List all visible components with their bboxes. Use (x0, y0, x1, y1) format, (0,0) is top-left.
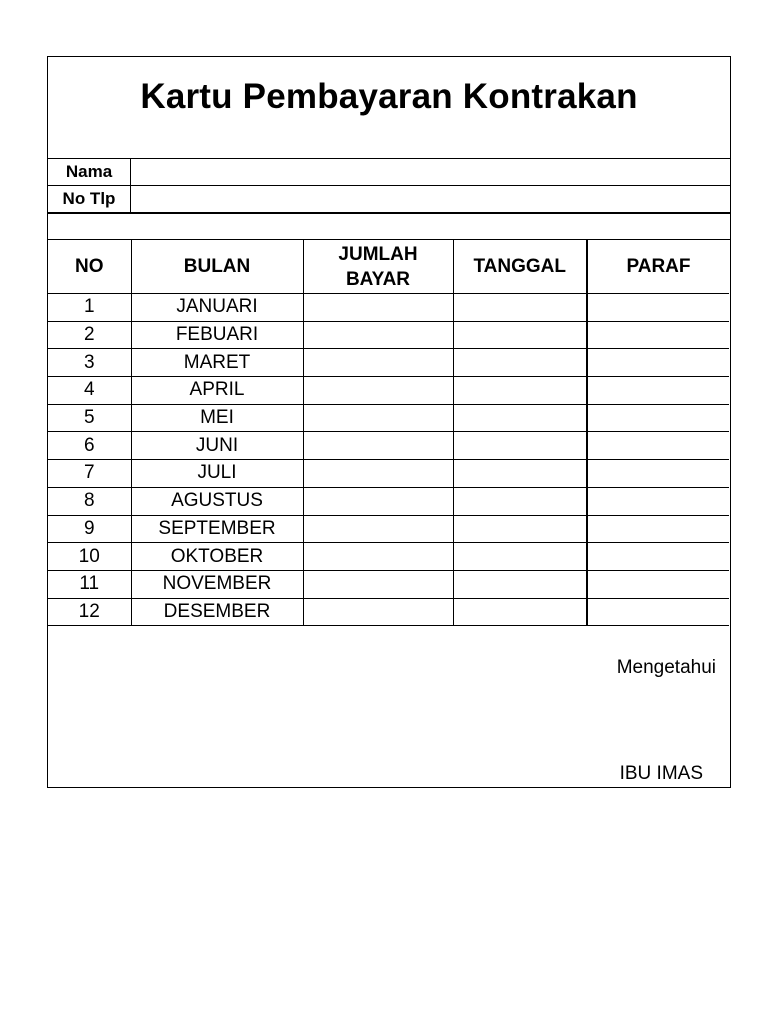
cell-no: 1 (48, 294, 131, 322)
cell-bulan: FEBUARI (131, 321, 303, 349)
title-area (48, 57, 730, 159)
cell-paraf[interactable] (587, 349, 729, 377)
cell-no: 7 (48, 460, 131, 488)
cell-no: 12 (48, 598, 131, 626)
cell-bulan: DESEMBER (131, 598, 303, 626)
cell-bulan: JULI (131, 460, 303, 488)
table-row (48, 294, 729, 322)
cell-no: 2 (48, 321, 131, 349)
cell-tanggal[interactable] (453, 294, 587, 322)
cell-jumlah-bayar[interactable] (303, 432, 453, 460)
header-jumlah-line2: BAYAR (345, 268, 411, 290)
cell-bulan: JANUARI (131, 294, 303, 322)
cell-bulan: APRIL (131, 377, 303, 405)
table-row (48, 487, 729, 515)
header-tanggal: TANGGAL (453, 240, 587, 294)
cell-bulan: NOVEMBER (131, 570, 303, 598)
table-row (48, 460, 729, 488)
cell-paraf[interactable] (587, 404, 729, 432)
cell-jumlah-bayar[interactable] (303, 598, 453, 626)
payment-table (48, 240, 729, 626)
cell-bulan: JUNI (131, 432, 303, 460)
header-jumlah-line1: JUMLAH (338, 243, 418, 265)
cell-jumlah-bayar[interactable] (303, 515, 453, 543)
table-row (48, 321, 729, 349)
spacer-row (48, 213, 730, 240)
cell-no: 10 (48, 543, 131, 571)
name-field[interactable] (131, 158, 730, 185)
name-label: Nama (48, 158, 131, 185)
name-row (48, 158, 730, 186)
header-bulan: BULAN (131, 240, 303, 294)
cell-no: 8 (48, 487, 131, 515)
cell-tanggal[interactable] (453, 404, 587, 432)
cell-paraf[interactable] (587, 570, 729, 598)
cell-jumlah-bayar[interactable] (303, 321, 453, 349)
table-row (48, 543, 729, 571)
cell-paraf[interactable] (587, 460, 729, 488)
table-row (48, 404, 729, 432)
cell-bulan: AGUSTUS (131, 487, 303, 515)
cell-paraf[interactable] (587, 432, 729, 460)
cell-tanggal[interactable] (453, 598, 587, 626)
acknowledge-label: Mengetahui (616, 657, 716, 678)
cell-tanggal[interactable] (453, 321, 587, 349)
cell-tanggal[interactable] (453, 460, 587, 488)
cell-paraf[interactable] (587, 598, 729, 626)
page-title: Kartu Pembayaran Kontrakan (140, 77, 638, 116)
cell-jumlah-bayar[interactable] (303, 349, 453, 377)
cell-tanggal[interactable] (453, 349, 587, 377)
phone-label: No Tlp (48, 185, 131, 212)
table-row (48, 515, 729, 543)
cell-no: 5 (48, 404, 131, 432)
cell-tanggal[interactable] (453, 487, 587, 515)
cell-paraf[interactable] (587, 543, 729, 571)
cell-jumlah-bayar[interactable] (303, 543, 453, 571)
cell-no: 6 (48, 432, 131, 460)
cell-no: 4 (48, 377, 131, 405)
cell-no: 3 (48, 349, 131, 377)
cell-no: 9 (48, 515, 131, 543)
header-jumlah-bayar (303, 240, 453, 294)
table-body (48, 294, 729, 626)
cell-bulan: SEPTEMBER (131, 515, 303, 543)
cell-paraf[interactable] (587, 377, 729, 405)
cell-jumlah-bayar[interactable] (303, 570, 453, 598)
signer-name: IBU IMAS (619, 763, 703, 784)
table-header-row (48, 240, 729, 294)
cell-paraf[interactable] (587, 294, 729, 322)
payment-card (47, 56, 731, 788)
cell-paraf[interactable] (587, 515, 729, 543)
table-row (48, 432, 729, 460)
footer (48, 627, 730, 787)
cell-tanggal[interactable] (453, 515, 587, 543)
header-paraf: PARAF (587, 240, 729, 294)
cell-jumlah-bayar[interactable] (303, 294, 453, 322)
table-row (48, 349, 729, 377)
cell-bulan: OKTOBER (131, 543, 303, 571)
cell-paraf[interactable] (587, 321, 729, 349)
cell-jumlah-bayar[interactable] (303, 487, 453, 515)
cell-jumlah-bayar[interactable] (303, 460, 453, 488)
phone-row (48, 185, 730, 213)
cell-bulan: MEI (131, 404, 303, 432)
table-row (48, 570, 729, 598)
header-no: NO (48, 240, 131, 294)
cell-bulan: MARET (131, 349, 303, 377)
table-row (48, 377, 729, 405)
cell-tanggal[interactable] (453, 543, 587, 571)
cell-tanggal[interactable] (453, 377, 587, 405)
table-row (48, 598, 729, 626)
phone-field[interactable] (131, 185, 730, 212)
cell-jumlah-bayar[interactable] (303, 377, 453, 405)
cell-jumlah-bayar[interactable] (303, 404, 453, 432)
cell-paraf[interactable] (587, 487, 729, 515)
cell-no: 11 (48, 570, 131, 598)
cell-tanggal[interactable] (453, 570, 587, 598)
cell-tanggal[interactable] (453, 432, 587, 460)
